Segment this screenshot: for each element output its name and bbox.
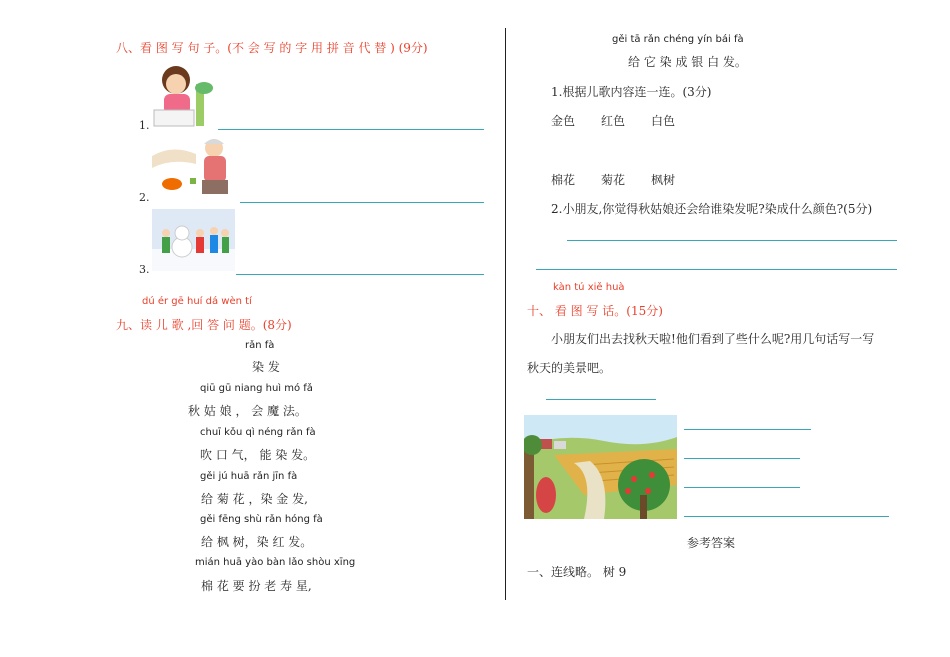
- section-10-instruction-1: 小朋友们出去找秋天啦!他们看到了些什么呢?用几句话写一写: [551, 332, 875, 346]
- answer-key-line-1: 一、连线略。 树 9: [527, 565, 627, 579]
- poem-line-4-pinyin: gěi fēng shù rǎn hóng fà: [200, 514, 323, 525]
- poem-line-3-pinyin: gěi jú huā rǎn jīn fà: [200, 471, 298, 482]
- q1-plant-3[interactable]: 枫树: [651, 173, 676, 187]
- poem-line-5: 棉 花 要 扮 老 寿 星,: [201, 579, 312, 593]
- section-10-title: 十、 看 图 写 话。(15分): [527, 304, 663, 318]
- poem-title: 染 发: [252, 360, 280, 374]
- essay-line-1[interactable]: [684, 429, 811, 430]
- q1-color-1[interactable]: 金色: [551, 114, 576, 128]
- autumn-landscape-picture: [524, 415, 677, 519]
- answer-line-3[interactable]: [236, 274, 484, 275]
- poem-line-3: 给 菊 花 ，染 金 发,: [201, 492, 308, 506]
- column-divider: [505, 28, 506, 600]
- section-9-pinyin: dú ér gē huí dá wèn tí: [142, 296, 252, 307]
- grandma-feeding-picture: [152, 134, 238, 198]
- item-number-2: 2.: [139, 191, 150, 204]
- essay-title-line[interactable]: [546, 399, 656, 400]
- q2-answer-line-1[interactable]: [567, 240, 897, 241]
- item-number-3: 3.: [139, 263, 150, 276]
- q1-plant-2[interactable]: 菊花: [601, 173, 626, 187]
- poem-title-pinyin: rǎn fà: [245, 340, 275, 351]
- answer-line-2[interactable]: [240, 202, 484, 203]
- poem-last-line-pinyin: gěi tā rǎn chéng yín bái fà: [612, 34, 744, 45]
- section-10-pinyin: kàn tú xiě huà: [553, 282, 625, 293]
- q2-answer-line-2[interactable]: [536, 269, 897, 270]
- item-number-1: 1.: [139, 119, 150, 132]
- section-9-title: 九、读 儿 歌 ,回 答 问 题。(8分): [116, 318, 292, 332]
- poem-line-4: 给 枫 树，染 红 发。: [201, 535, 313, 549]
- snowman-picture: [152, 209, 235, 271]
- poem-last-line: 给 它 染 成 银 白 发。: [628, 55, 747, 69]
- essay-line-3[interactable]: [684, 487, 800, 488]
- section-8-title: 八、看 图 写 句 子。(不 会 写 的 字 用 拼 音 代 替 ) (9分): [116, 41, 428, 55]
- poem-line-5-pinyin: mián huā yào bàn lǎo shòu xīng: [195, 557, 356, 568]
- essay-line-4[interactable]: [684, 516, 889, 517]
- girl-writing-picture: [152, 60, 214, 130]
- poem-line-1-pinyin: qiū gū niang huì mó fǎ: [200, 383, 313, 394]
- q1-color-3[interactable]: 白色: [651, 114, 676, 128]
- q1-color-2[interactable]: 红色: [601, 114, 626, 128]
- q1-plant-1[interactable]: 棉花: [551, 173, 576, 187]
- essay-line-2[interactable]: [684, 458, 800, 459]
- question-1: 1.根据儿歌内容连一连。(3分): [551, 85, 712, 99]
- poem-line-2: 吹 口 气， 能 染 发。: [200, 448, 316, 462]
- poem-line-1: 秋 姑 娘 ， 会 魔 法。: [188, 404, 307, 418]
- answer-key-title: 参考答案: [687, 536, 736, 550]
- poem-line-2-pinyin: chuī kǒu qì néng rǎn fà: [200, 427, 316, 438]
- section-10-instruction-2: 秋天的美景吧。: [527, 361, 612, 375]
- question-2: 2.小朋友,你觉得秋姑娘还会给谁染发呢?染成什么颜色?(5分): [551, 202, 873, 216]
- answer-line-1[interactable]: [218, 129, 484, 130]
